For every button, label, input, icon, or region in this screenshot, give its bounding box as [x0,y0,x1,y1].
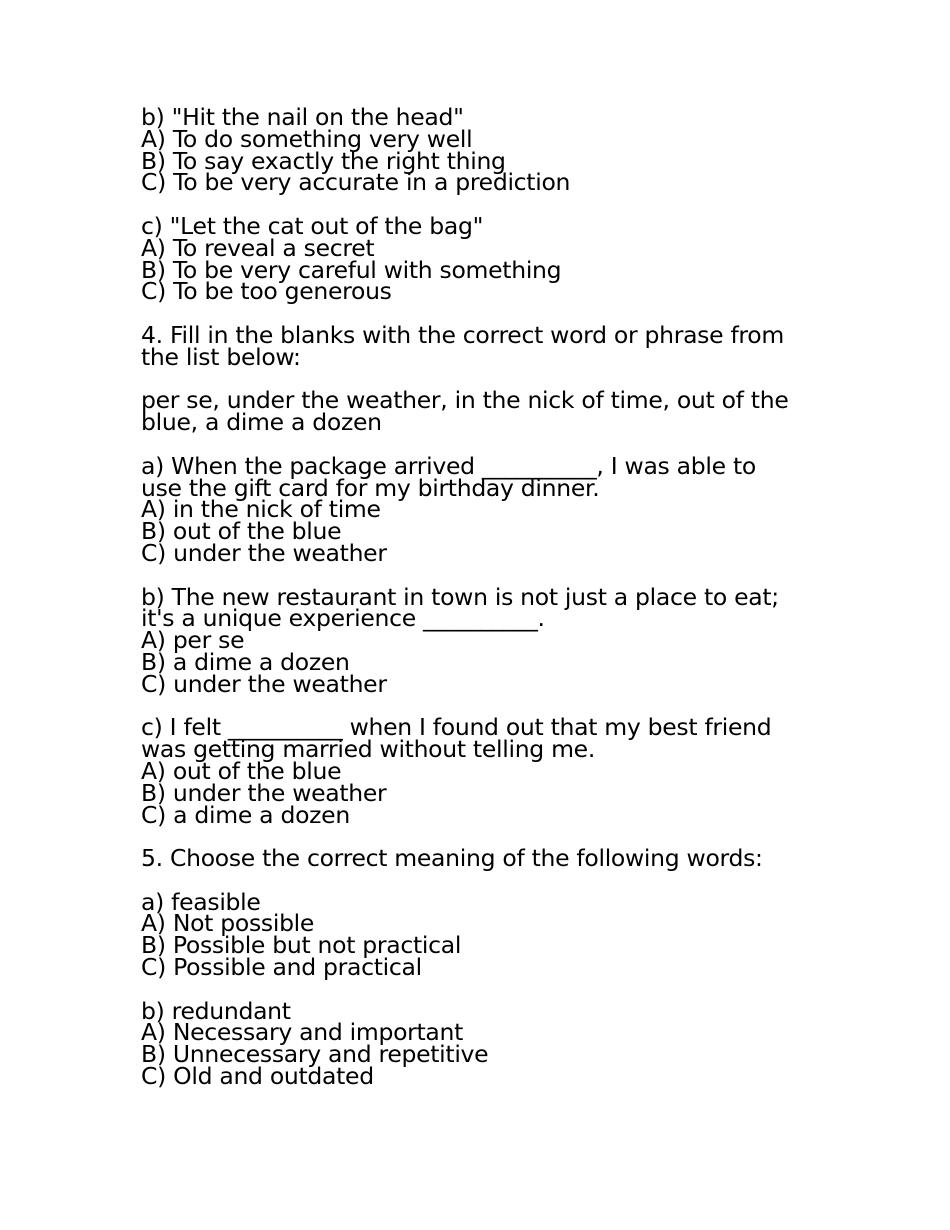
option-a: A) Not possible [141,909,315,938]
question-4a [141,451,821,567]
option-c: C) Old and outdated [141,1062,374,1091]
section-4-heading [141,320,821,371]
option-c: C) under the weather [141,669,387,698]
word-list [141,386,821,437]
section-5-heading [141,844,821,873]
option-b: B) under the weather [141,778,387,807]
question-5a [141,887,821,982]
section-heading-line: 4. Fill in the blanks with the correct word or phrase from [141,320,784,349]
option-b: B) To say exactly the right thing [141,146,506,175]
option-a: A) per se [141,626,245,655]
word-list-line: blue, a dime a dozen [141,408,382,437]
option-b: B) out of the blue [141,517,342,546]
option-a: A) Necessary and important [141,1018,464,1047]
option-a: A) To reveal a secret [141,233,375,262]
section-heading-line: 5. Choose the correct meaning of the following words: [141,844,763,873]
option-b: B) Possible but not practical [141,931,462,960]
section-heading-line: the list below: [141,342,301,371]
question-prompt: b) redundant [141,996,291,1025]
option-b: B) a dime a dozen [141,647,350,676]
option-b: B) To be very careful with something [141,255,562,284]
question-prompt: was getting married without telling me. [141,735,595,764]
question-prompt: it's a unique experience __________. [141,604,545,633]
question-4b [141,582,821,698]
option-c: C) Possible and practical [141,953,422,982]
question-prompt: a) When the package arrived __________, I was able to [141,451,756,480]
question-prompt: b) "Hit the nail on the head" [141,103,464,131]
question-4c [141,713,821,829]
question-5b [141,996,821,1091]
question-prompt: use the gift card for my birthday dinner. [141,473,600,502]
word-list-line: per se, under the weather, in the nick of time, out of the [141,386,789,415]
option-a: A) To do something very well [141,124,473,153]
question-prompt: a) feasible [141,887,261,916]
option-c: C) To be very accurate in a prediction [141,168,571,197]
document-page [141,103,821,1110]
option-a: A) out of the blue [141,756,342,785]
option-a: A) in the nick of time [141,495,381,524]
option-c: C) a dime a dozen [141,800,350,829]
question-3b [141,103,821,197]
question-prompt: b) The new restaurant in town is not just a place to eat; [141,582,779,611]
question-prompt: c) "Let the cat out of the bag" [141,211,484,240]
question-3c [141,211,821,306]
option-c: C) under the weather [141,538,387,567]
option-b: B) Unnecessary and repetitive [141,1040,489,1069]
option-c: C) To be too generous [141,277,392,306]
question-prompt: c) I felt __________ when I found out that my best friend [141,713,772,742]
